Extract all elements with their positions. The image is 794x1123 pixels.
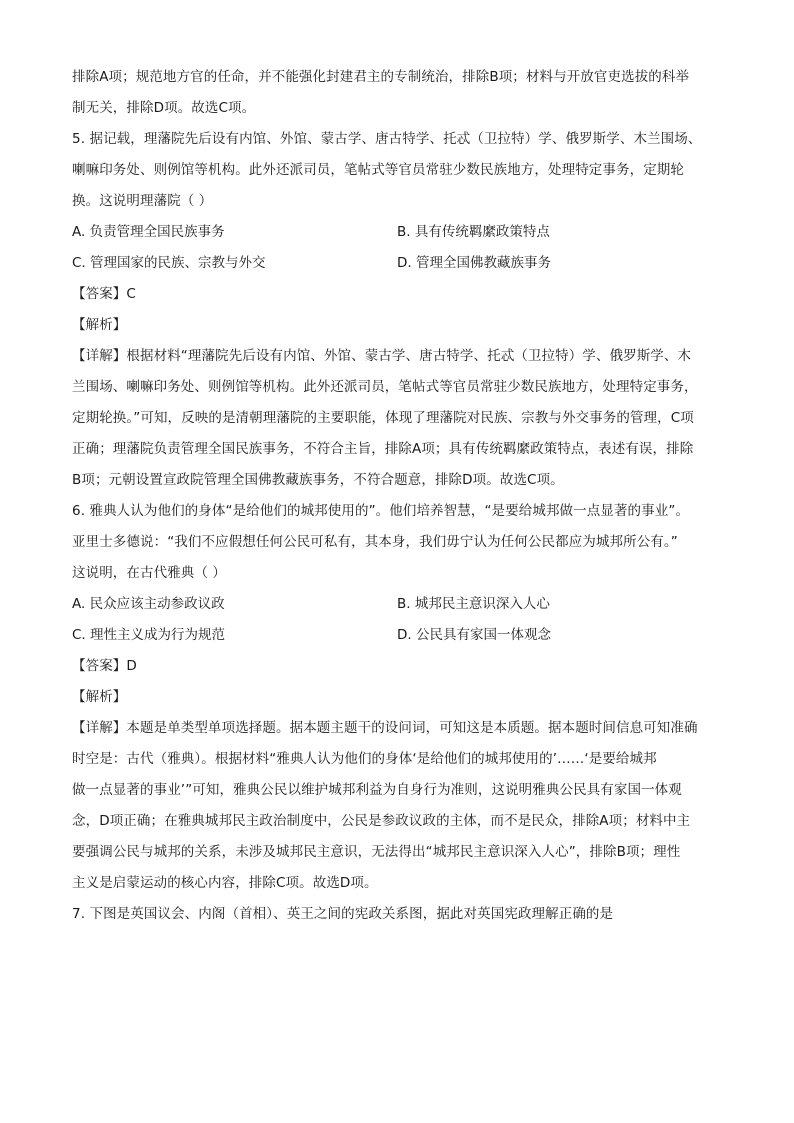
q5-options-row-2 <box>72 248 722 279</box>
q5-answer: 【答案】C <box>72 286 136 302</box>
q5-detail-line-5: B项；元朝设置宣政院管理全国佛教藏族事务，不符合题意，排除D项。故选C项。 <box>72 472 564 488</box>
q5-detail-line-1: 【详解】根据材料“理藩院先后设有内馆、外馆、蒙古学、唐古特学、托忒（卫拉特）学、俄罗斯学、木 <box>72 348 692 364</box>
q6-stem-line-2: 亚里士多德说：“我们不应假想任何公民可私有，其本身，我们毋宁认为任何公民都应为城邦所公有。” <box>72 534 678 550</box>
q5-stem-line-3: 换。这说明理藩院（ ） <box>72 193 213 209</box>
q7-stem-line-1: 7. 下图是英国议会、内阁（首相）、英王之间的宪政关系图，据此对英国宪政理解正确的是 <box>72 906 614 922</box>
q5-detail-line-3: 定期轮换。”可知，反映的是清朝理藩院的主要职能，体现了理藩院对民族、宗教与外交事务的管理，C项 <box>72 410 694 426</box>
prev-explanation-line-1: 排除A项；规范地方官的任命，并不能强化封建君主的专制统治，排除B项；材料与开放官吏选拔的科举 <box>72 69 690 85</box>
q5-stem-line-1: 5. 据记载，理藩院先后设有内馆、外馆、蒙古学、唐古特学、托忒（卫拉特）学、俄罗斯学、木兰围场、 <box>72 131 702 147</box>
q6-answer: 【答案】D <box>72 658 137 674</box>
q6-detail-line-6: 主义是启蒙运动的核心内容，排除C项。故选D项。 <box>72 875 378 891</box>
q6-analysis-heading: 【解析】 <box>72 689 127 705</box>
q5-detail-line-4: 正确；理藩院负责管理全国民族事务，不符合主旨，排除A项；具有传统羁縻政策特点，表述有误，排除 <box>72 441 694 457</box>
q5-detail-line-2: 兰围场、喇嘛印务处、则例馆等机构。此外还派司员，笔帖式等官员常驻少数民族地方，处理特定事务， <box>72 379 698 395</box>
q5-option-b: B. 具有传统羁縻政策特点 <box>397 224 550 240</box>
q5-options-row-1 <box>72 217 722 248</box>
prev-explanation-line-2: 制无关，排除D项。故选C项。 <box>72 100 256 116</box>
q6-option-c: C. 理性主义成为行为规范 <box>72 627 226 643</box>
q6-options-row-1 <box>72 589 722 620</box>
q6-detail-line-2: 时空是：古代（雅典）。根据材料“雅典人认为他们的身体‘是给他们的城邦使用的’……‘是要给城邦 <box>72 751 657 767</box>
q6-detail-line-5: 要强调公民与城邦的关系，未涉及城邦民主意识，无法得出“城邦民主意识深入人心”，排除B项；理性 <box>72 844 681 860</box>
q5-option-c: C. 管理国家的民族、宗教与外交 <box>72 255 266 271</box>
q6-option-b: B. 城邦民主意识深入人心 <box>397 596 550 612</box>
q5-option-a: A. 负责管理全国民族事务 <box>72 224 225 240</box>
q6-detail-line-1: 【详解】本题是单类型单项选择题。据本题主题干的设问词，可知这是本质题。据本题时间信息可知准确 <box>72 720 698 736</box>
q5-analysis-heading: 【解析】 <box>72 317 127 333</box>
q6-detail-line-3: 做一点显著的事业’”可知，雅典公民以维护城邦利益为自身行为准则，这说明雅典公民具有家国一体观 <box>72 782 682 798</box>
q6-stem-line-1: 6. 雅典人认为他们的身体“是给他们的城邦使用的”。他们培养智慧，“是要给城邦做一点显著的事业”。 <box>72 503 690 519</box>
q5-stem-line-2: 喇嘛印务处、则例馆等机构。此外还派司员，笔帖式等官员常驻少数民族地方，处理特定事务，定期轮 <box>72 162 684 178</box>
document-page <box>72 62 722 930</box>
q6-detail-line-4: 念，D项正确；在雅典城邦民主政治制度中，公民是参政议政的主体，而不是民众，排除A项；材料中主 <box>72 813 691 829</box>
q5-option-d: D. 管理全国佛教藏族事务 <box>397 255 551 271</box>
q6-option-a: A. 民众应该主动参政议政 <box>72 596 225 612</box>
q6-options-row-2 <box>72 620 722 651</box>
q6-option-d: D. 公民具有家国一体观念 <box>397 627 551 643</box>
q6-stem-line-3: 这说明，在古代雅典（ ） <box>72 565 226 581</box>
